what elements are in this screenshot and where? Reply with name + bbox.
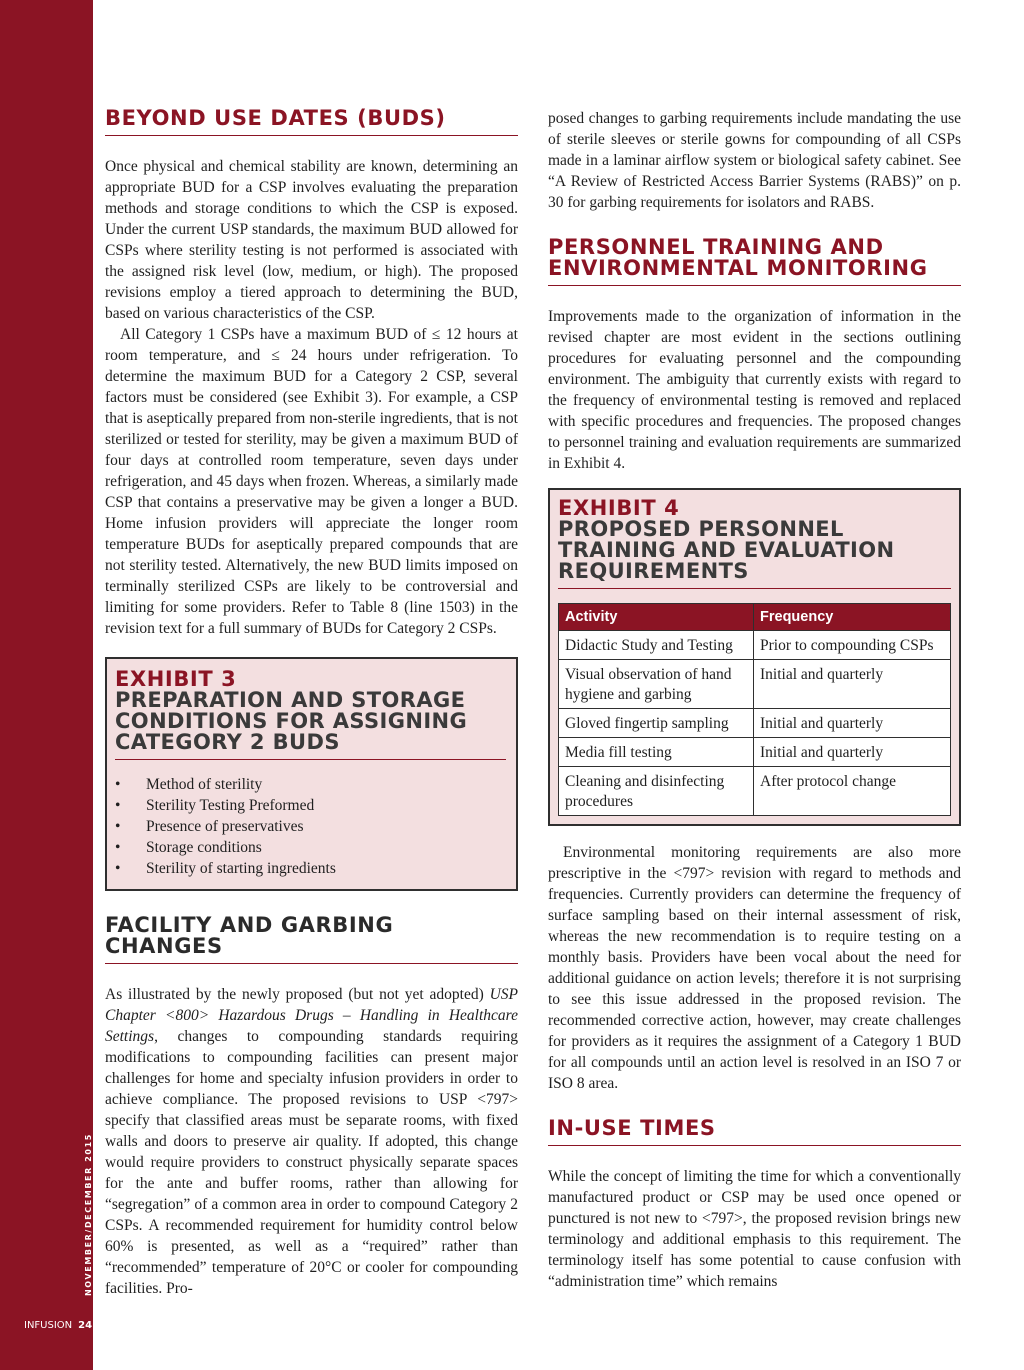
exhibit-4-title: PROPOSED PERSONNEL TRAINING AND EVALUATION REQUIREMENTS <box>558 519 951 589</box>
table-cell: Visual observation of hand hygiene and garbing <box>559 660 754 709</box>
paragraph: As illustrated by the newly proposed (but not yet adopted) USP Chapter <800> Hazardous Drugs – Handling in Healthcare Settings, changes to compounding standards requiring modifications to compounding facilities can present major challenges for home and specialty infusion providers in order to achieve compliance. The proposed revisions to USP <797> specify that classified areas must be separate rooms, with fixed walls and doors to preserve air quality. If adopted, this change would require providers to construct physically separate spaces for the ante and buffer rooms, rather than allowing for “segregation” of a common area in order to compound Category 2 CSPs. A recommended requirement for humidity control below 60% is presented, as well as a “required” rather than “recommended” temperature of 20°C or cooler for compounding facilities. Pro- <box>105 986 518 1297</box>
heading-in-use-times: IN-USE TIMES <box>548 1118 961 1146</box>
publication-name: INFUSION <box>24 1320 73 1331</box>
table-row <box>559 660 951 709</box>
table-cell: Initial and quarterly <box>754 660 951 709</box>
list-item: • Sterility of starting ingredients <box>115 858 506 879</box>
paragraph: While the concept of limiting the time for which a conventionally manufactured product or CSP may be used once opened or punctured is not new to <797>, the proposed revision brings new terminology and additional emphasis to this requirement. The terminology itself has some potential to cause confusion with “administration time” which remains <box>548 1168 961 1290</box>
issue-date: NOVEMBER/DECEMBER 2015 <box>84 1133 93 1296</box>
bud-section-body <box>105 156 518 639</box>
table-row <box>559 631 951 660</box>
exhibit-3-title: PREPARATION AND STORAGE CONDITIONS FOR ASSIGNING CATEGORY 2 BUDS <box>115 690 506 760</box>
environmental-paragraph <box>548 842 961 1094</box>
table-cell: Prior to compounding CSPs <box>754 631 951 660</box>
paragraph: Once physical and chemical stability are known, determining an appropriate BUD for a CSP involves evaluating the preparation methods and storage conditions to which the CSP is exposed. Under the current USP standards, the maximum BUD allowed for CSPs where sterility testing is not performed is associated with the assigned risk level (low, medium, or high). The proposed revisions employ a tiered approach to determining the BUD, based on various characteristics of the CSP. <box>105 158 518 322</box>
paragraph: Improvements made to the organization of information in the revised chapter are most evident in the sections outlining procedures for evaluating personnel and the compounding environment. The ambiguity that currently exists with regard to the frequency of environmental testing is removed and replaced with specific procedures and frequencies. The proposed changes to personnel training and evaluation requirements are summarized in Exhibit 4. <box>548 308 961 472</box>
table-row <box>559 767 951 816</box>
exhibit-4-number: EXHIBIT 4 <box>558 496 680 520</box>
page-spine <box>0 0 93 1370</box>
list-item: • Storage conditions <box>115 837 506 858</box>
table-row <box>559 709 951 738</box>
table-cell: Didactic Study and Testing <box>559 631 754 660</box>
list-item: • Method of sterility <box>115 774 506 795</box>
column-header-frequency: Frequency <box>754 604 951 631</box>
exhibit-3-box <box>105 657 518 891</box>
table-row <box>559 738 951 767</box>
table-cell: Initial and quarterly <box>754 709 951 738</box>
table-cell: Cleaning and disinfecting procedures <box>559 767 754 816</box>
table-cell: Initial and quarterly <box>754 738 951 767</box>
paragraph: posed changes to garbing requirements include mandating the use of sterile sleeves or sterile gowns for compounding of all CSPs made in a laminar airflow system or biological safety cabinet. See “A Review of Restricted Access Barrier Systems (RABS)” on p. 30 for garbing requirements for isolators and RABS. <box>548 110 961 211</box>
in-use-section-body <box>548 1166 961 1292</box>
exhibit-3-list <box>115 774 506 879</box>
column-header-activity: Activity <box>559 604 754 631</box>
list-item: • Presence of preservatives <box>115 816 506 837</box>
continued-paragraph <box>548 108 961 213</box>
page-number: 24 <box>78 1320 93 1331</box>
folio <box>24 1320 92 1331</box>
heading-personnel-training: PERSONNEL TRAINING AND ENVIRONMENTAL MONITORING <box>548 237 961 286</box>
facility-section-body <box>105 984 518 1299</box>
right-column <box>548 108 961 1292</box>
paragraph: Environmental monitoring requirements are also more prescriptive in the <797> revision with regard to methods and frequencies. Currently providers can determine the frequency of surface sampling based on their internal assessment of risk, whereas the new recommendation is to require testing on a monthly basis. Providers have been vocal about the need for additional guidance on action levels; therefore it is not surprising to see this issue addressed in the proposed revision. The recommended corrective action, however, may create challenges for providers as it requires the assignment of a Category 1 BUD for all compounds until an action level is resolved in an ISO 7 or ISO 8 area. <box>548 844 961 1092</box>
table-cell: Media fill testing <box>559 738 754 767</box>
heading-facility-garbing: FACILITY AND GARBING CHANGES <box>105 915 518 964</box>
table-cell: After protocol change <box>754 767 951 816</box>
table-cell: Gloved fingertip sampling <box>559 709 754 738</box>
paragraph: All Category 1 CSPs have a maximum BUD of ≤ 12 hours at room temperature, and ≤ 24 hours under refrigeration. To determine the maximum BUD for a Category 2 CSP, several factors must be considered (see Exhibit 3). For example, a CSP that is aseptically prepared from non-sterile ingredients, that is not sterilized or tested for sterility, may be given a maximum BUD of four days at controlled room temperature, seven days under refrigeration, and 45 days when frozen. Whereas, a similarly made CSP that contains a preservative may be given a longer a BUD. Home infusion providers will appreciate the longer room temperature BUDs for aseptically prepared compounds that are not sterility tested. Alternatively, the new BUD limits imposed on terminally sterilized CSPs are likely to be controversial and limiting for some providers. Refer to Table 8 (line 1503) in the revision text for a full summary of BUDs for Category 2 CSPs. <box>105 326 518 637</box>
exhibit-3-number: EXHIBIT 3 <box>115 667 237 691</box>
heading-beyond-use-dates: BEYOND USE DATES (BUDS) <box>105 108 518 136</box>
training-requirements-table <box>558 603 951 816</box>
citation-title: USP Chapter <800> Hazardous Drugs – Handling in Healthcare Settings <box>105 986 518 1045</box>
list-item: • Sterility Testing Preformed <box>115 795 506 816</box>
personnel-section-body <box>548 306 961 474</box>
table-header-row <box>559 604 951 631</box>
left-column <box>105 108 518 1299</box>
exhibit-4-box <box>548 488 961 826</box>
